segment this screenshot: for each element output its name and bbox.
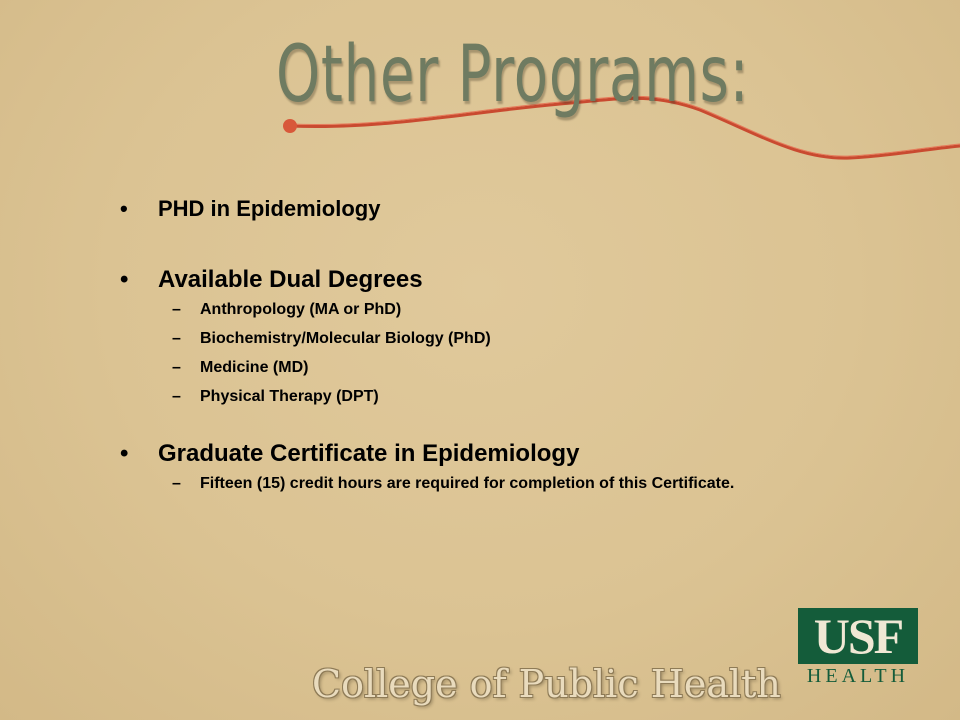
bullet-label: Available Dual Degrees xyxy=(158,266,423,293)
sub-item xyxy=(120,358,840,377)
logo-usf-text: USF xyxy=(798,608,918,664)
bullet-item xyxy=(120,196,840,222)
bullet-icon: • xyxy=(120,440,129,467)
bullet-list xyxy=(120,196,840,493)
bullet-icon: • xyxy=(120,266,129,293)
sub-item xyxy=(120,329,840,348)
sub-item-label: Biochemistry/Molecular Biology (PhD) xyxy=(200,330,491,347)
sub-item-label: Medicine (MD) xyxy=(200,359,309,376)
usf-health-logo xyxy=(798,608,918,688)
dash-icon: – xyxy=(172,388,181,405)
bullet-item xyxy=(120,266,840,294)
bullet-label: PHD in Epidemiology xyxy=(158,196,381,221)
dash-icon: – xyxy=(172,301,181,318)
logo-health-text: HEALTH xyxy=(806,665,910,687)
sub-item-label: Fifteen (15) credit hours are required for completion of this Certificate. xyxy=(200,475,735,492)
bullet-item xyxy=(120,440,840,468)
sub-item xyxy=(120,300,840,319)
dash-icon: – xyxy=(172,475,181,492)
sub-item xyxy=(120,387,840,406)
bullet-icon: • xyxy=(120,196,128,221)
sub-item-label: Physical Therapy (DPT) xyxy=(200,388,379,405)
dash-icon: – xyxy=(172,330,181,347)
college-footer-text: College of Public Health xyxy=(312,662,781,706)
red-dot-icon xyxy=(283,119,297,133)
bullet-label: Graduate Certificate in Epidemiology xyxy=(158,440,580,467)
sub-item xyxy=(120,474,760,493)
slide-title: Other Programs: xyxy=(276,30,750,120)
sub-item-label: Anthropology (MA or PhD) xyxy=(200,301,402,318)
dash-icon: – xyxy=(172,359,181,376)
